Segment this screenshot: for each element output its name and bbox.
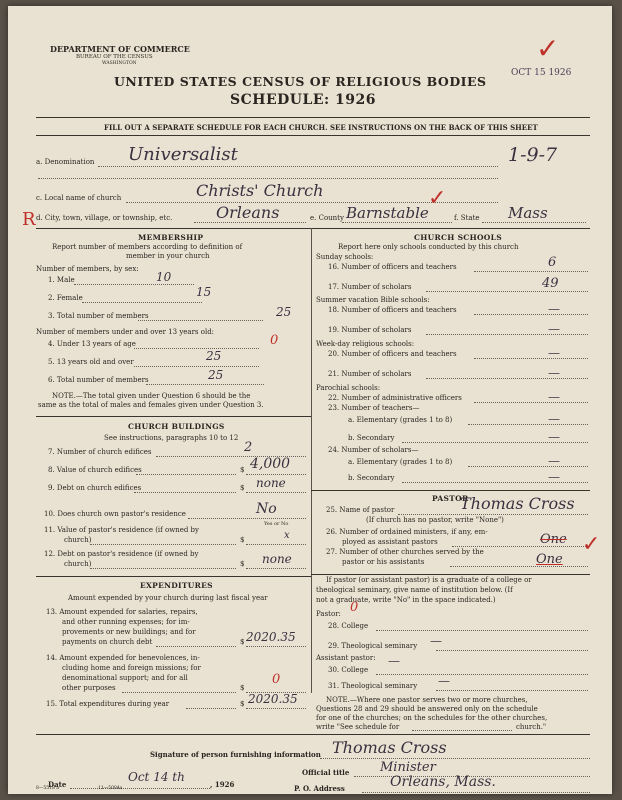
- pastor-name-value: Thomas Cross: [460, 494, 575, 513]
- schedule-title: SCHEDULE: 1926: [230, 92, 377, 108]
- official-title-value: Minister: [380, 760, 436, 775]
- bureau-label: BUREAU OF THE CENSUS: [76, 54, 153, 60]
- assistant-ministers-value: One: [540, 532, 567, 547]
- signature-value: Thomas Cross: [332, 738, 447, 757]
- total-members-6-value: 25: [208, 368, 224, 382]
- residence-debt-value: none: [262, 552, 292, 566]
- city-value: Orleans: [216, 203, 280, 222]
- buildings-heading: CHURCH BUILDINGS: [128, 422, 225, 431]
- check-mark-icon: ✓: [428, 186, 447, 211]
- department-label: DEPARTMENT OF COMMERCE: [50, 44, 190, 54]
- census-schedule-sheet: DEPARTMENT OF COMMERCE BUREAU OF THE CENSUS WASHINGTON ✓ OCT 15 1926 UNITED STATES CENSUS OF RELIGIOUS BODIES SCHEDULE: 1926 FILL OUT A SEPARATE SCHEDULE FOR EACH CHURCH. SEE INSTRUCTIONS ON THE BACK OF THIS SHEET a. Denomination Universalist 1-9-7 c. Local name of church Christs' Church R d. City, town, village, or township, etc. Orleans e. County Barnstable ✓ f. State Mass MEMBERSHIP Report number of members according to definition of member in your church Number of members, by sex: 1. Male 10 2. Female 15 3. Total number of members 25 Number of members under and over 13 years old: 4. Under 13 years of age 0 5. 13 years old and over 25 6. Total number of members 25 NOTE.—The total given under Question 6 should be the same as the total of males and females given under Question 3. CHURCH BUILDINGS See instructions, paragraphs 10 to 12 7. Number of church edifices 2 8. Value of church edifices $ 4,000 9. Debt on church edifices $ none 10. Does church own pastor's residence No Yes or No 11. Value of pastor's residence (if owned by church) $ x 12. Debt on pastor's residence (if owned by church) $ none EXPENDITURES Amount expended by your church during last fiscal year 13. Amount expended for salaries, repairs, and other running expenses; for im- provements or new buildings; and for payments on church debt $ 2020.35 14. Amount expended for benevolences, in- cluding home and foreign missions; for denominational support; and for all other purposes $ 0 15. Total expenditures during year $ 2020.35 CHURCH SCHOOLS Report here only schools conducted by this church Sunday schools: 16. Number of officers and teachers 6 17. Number of scholars 49 Summer vacation Bible schools: 18. Number of officers and teachers — 19. Number of scholars — Week-day religious schools: 20. Number of officers and teachers — 21. Number of scholars — Parochial schools: 22. Number of administrative officers — 23. Number of teachers— a. Elementary (grades 1 to 8) — b. Secondary — 24. Number of scholars— a. Elementary (grades 1 to 8) — b. Secondary — PASTOR 25. Name of pastor Thomas Cross (If church has no pastor, write "None") 26. Number of ordained ministers, if any, em- ployed as assistant pastors One 27. Number of other churches served by the pastor or his assistants One ✓ If pastor (or assistant pastor) is a graduate of a college or theological seminary, give name of institution below. (If not a graduate, write "No" in the space indicated.) Pastor: 0 28. College 29. Theological seminary — Assistant pastor: 30. College — 31. Theological seminary — NOTE.—Where one pastor serves two or more churches, Questions 28 and 29 should be answered only on the schedule for one of the churches; on the schedules for the other churches, write "See schedule for church." Signature of person furnishing information Thomas Cross Official title Minister Date Oct 14 th , 1926 P. O. Address Orleans, Mass. 8—5518 a 11—5084a: [8, 6, 612, 794]
- city-label: d. City, town, village, or township, etc.: [36, 214, 173, 222]
- received-stamp: OCT 15 1926: [511, 68, 572, 78]
- membership-heading: MEMBERSHIP: [138, 233, 204, 242]
- form-title: UNITED STATES CENSUS OF RELIGIOUS BODIES: [114, 74, 487, 89]
- male-value: 10: [156, 270, 172, 284]
- denomination-code: 1-9-7: [508, 144, 558, 166]
- schools-heading: CHURCH SCHOOLS: [414, 233, 502, 242]
- column-divider: [311, 228, 312, 693]
- edifices-value: 2: [244, 440, 253, 455]
- benevolences-value: 0: [272, 672, 281, 687]
- edifice-value-value: 4,000: [250, 456, 291, 472]
- residence-value-value: x: [284, 530, 290, 541]
- female-value: 15: [196, 285, 212, 299]
- header-rule: [36, 117, 590, 118]
- check-mark-icon: ✓: [582, 532, 601, 557]
- edifice-debt-value: none: [256, 476, 286, 490]
- instruction-banner: FILL OUT A SEPARATE SCHEDULE FOR EACH CHURCH. SEE INSTRUCTIONS ON THE BACK OF THIS SHEET: [104, 123, 538, 132]
- other-churches-value: One: [536, 552, 563, 567]
- header-rule-2: [36, 135, 590, 136]
- address-label: P. O. Address: [294, 784, 345, 793]
- city-label: WASHINGTON: [102, 61, 137, 66]
- local-name-label: c. Local name of church: [36, 194, 122, 202]
- signature-label: Signature of person furnishing information: [150, 750, 321, 759]
- total-members-value: 25: [276, 305, 292, 319]
- county-label: e. County: [310, 214, 344, 222]
- owns-residence-value: No: [256, 501, 277, 517]
- date-label: Date: [48, 780, 67, 789]
- sunday-officers-value: 6: [548, 255, 557, 270]
- margin-mark: R: [22, 209, 36, 230]
- address-value: Orleans, Mass.: [390, 774, 496, 790]
- pastor-heading: PASTOR: [432, 494, 469, 503]
- total-expenditures-value: 2020.35: [248, 692, 298, 706]
- sunday-scholars-value: 49: [542, 276, 559, 291]
- denomination-value: Universalist: [128, 144, 238, 165]
- state-label: f. State: [454, 214, 480, 222]
- denomination-label: a. Denomination: [36, 158, 95, 166]
- running-expenses-value: 2020.35: [246, 630, 296, 644]
- over-13-value: 25: [206, 349, 222, 363]
- county-value: Barnstable: [346, 204, 429, 222]
- state-value: Mass: [508, 204, 548, 222]
- check-mark-icon: ✓: [536, 32, 560, 65]
- official-title-label: Official title: [302, 768, 350, 777]
- under-13-value: 0: [270, 333, 279, 348]
- local-name-value: Christs' Church: [196, 181, 324, 200]
- pastor-college-value: 0: [350, 600, 359, 615]
- date-value: Oct 14 th: [128, 770, 185, 784]
- expenditures-heading: EXPENDITURES: [140, 581, 213, 590]
